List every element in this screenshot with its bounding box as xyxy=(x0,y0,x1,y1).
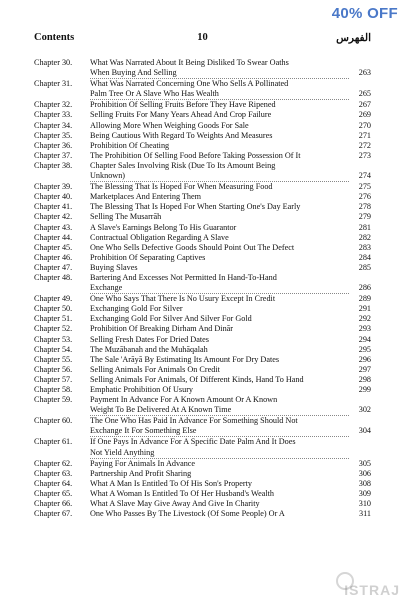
toc-entry xyxy=(34,355,371,365)
chapter-number: Chapter 43. xyxy=(34,222,73,232)
chapter-title-line: Buying Slaves xyxy=(90,262,138,272)
discount-badge: 40% OFF xyxy=(331,5,398,22)
toc-entry xyxy=(34,253,371,263)
chapter-number: Chapter 39. xyxy=(34,182,73,192)
chapter-title-line: Exchange xyxy=(90,283,349,294)
chapter-title xyxy=(90,324,371,334)
chapter-title-line: Contractual Obligation Regarding A Slave xyxy=(90,232,229,242)
chapter-number: Chapter 62. xyxy=(34,458,73,468)
toc-entry xyxy=(34,110,371,120)
chapter-title-line: Bartering And Excesses Not Permitted In Hand-To-Hand xyxy=(90,272,277,282)
chapter-number: Chapter 53. xyxy=(34,334,73,344)
chapter-title xyxy=(90,100,371,110)
toc-entry xyxy=(34,151,371,161)
chapter-title xyxy=(90,499,371,509)
chapter-number: Chapter 56. xyxy=(34,364,73,374)
chapter-number: Chapter 57. xyxy=(34,374,73,384)
page-ref: 296 xyxy=(358,354,371,364)
chapter-title-line: Palm Tree Or A Slave Who Has Wealth xyxy=(90,89,349,100)
chapter-title xyxy=(90,509,371,519)
chapter-title-line: The Blessing That Is Hoped For When Starting One's Day Early xyxy=(90,202,301,212)
chapter-title xyxy=(90,304,371,314)
chapter-title-line: What Was Narrated Concerning One Who Sells A Pollinated xyxy=(90,79,289,89)
chapter-number: Chapter 46. xyxy=(34,252,73,262)
page-ref: 279 xyxy=(358,212,371,222)
page-ref: 274 xyxy=(358,171,371,181)
chapter-title xyxy=(90,243,371,253)
page-ref: 297 xyxy=(358,364,371,374)
chapter-number: Chapter 67. xyxy=(34,509,73,519)
toc-entry xyxy=(34,294,371,304)
toc-entry xyxy=(34,385,371,395)
page-ref: 309 xyxy=(358,488,371,498)
page-ref: 292 xyxy=(358,314,371,324)
toc-entry xyxy=(34,202,371,212)
toc-entry xyxy=(34,100,371,110)
page-ref: 267 xyxy=(358,100,371,110)
chapter-title-line: One Who Sells Defective Goods Should Point Out The Defect xyxy=(90,242,295,252)
toc-entry xyxy=(34,469,371,479)
page-ref: 272 xyxy=(358,140,371,150)
chapter-title-line: What A Woman Is Entitled To Of Her Husband's Wealth xyxy=(90,488,274,498)
chapter-title-line: The Blessing That Is Hoped For When Measuring Food xyxy=(90,182,273,192)
chapter-title-line: When Buying And Selling xyxy=(90,68,349,79)
chapter-title xyxy=(90,437,371,458)
chapter-title-line: Exchange It For Something Else xyxy=(90,426,349,437)
chapter-title-line: Payment In Advance For A Known Amount Or A Known xyxy=(90,395,278,405)
toc-entry xyxy=(34,192,371,202)
chapter-number: Chapter 31. xyxy=(34,79,73,89)
chapter-title xyxy=(90,223,371,233)
page-ref: 294 xyxy=(358,334,371,344)
toc-entry xyxy=(34,416,371,437)
chapter-title-line: Selling The Musarrāh xyxy=(90,212,162,222)
chapter-title xyxy=(90,110,371,120)
chapter-title-line: What A Man Is Entitled To Of His Son's Property xyxy=(90,478,252,488)
chapter-number: Chapter 63. xyxy=(34,468,73,478)
toc-entry xyxy=(34,233,371,243)
toc-entry xyxy=(34,375,371,385)
table-of-contents xyxy=(34,58,371,519)
chapter-title xyxy=(90,459,371,469)
chapter-title-line: Marketplaces And Entering Them xyxy=(90,192,202,202)
page-ref: 270 xyxy=(358,120,371,130)
chapter-number: Chapter 65. xyxy=(34,488,73,498)
page-ref: 275 xyxy=(358,182,371,192)
chapter-title xyxy=(90,355,371,365)
chapter-title xyxy=(90,314,371,324)
chapter-number: Chapter 32. xyxy=(34,100,73,110)
toc-entry xyxy=(34,345,371,355)
chapter-number: Chapter 60. xyxy=(34,416,73,426)
page-number: 10 xyxy=(197,32,208,43)
chapter-title-line: Being Cautious With Regard To Weights And Measures xyxy=(90,130,273,140)
chapter-title xyxy=(90,416,371,437)
chapter-title-line: One Who Says That There Is No Usury Except In Credit xyxy=(90,294,276,304)
chapter-title-line: Selling Fresh Dates For Dried Dates xyxy=(90,334,209,344)
chapter-title-line: The Prohibition Of Selling Food Before Taking Possession Of It xyxy=(90,150,301,160)
page-ref: 273 xyxy=(358,150,371,160)
header-arabic-label: الفهرس xyxy=(336,33,371,44)
chapter-number: Chapter 42. xyxy=(34,212,73,222)
chapter-title xyxy=(90,345,371,355)
toc-entry xyxy=(34,489,371,499)
chapter-number: Chapter 64. xyxy=(34,478,73,488)
page-ref: 306 xyxy=(358,468,371,478)
toc-entry xyxy=(34,223,371,233)
chapter-title xyxy=(90,182,371,192)
toc-entry xyxy=(34,263,371,273)
toc-entry xyxy=(34,212,371,222)
chapter-title xyxy=(90,161,371,182)
page-ref: 302 xyxy=(358,405,371,415)
page-header xyxy=(34,32,371,46)
toc-entry xyxy=(34,335,371,345)
toc-entry xyxy=(34,243,371,253)
chapter-title xyxy=(90,151,371,161)
chapter-title-line: One Who Passes By The Livestock (Of Some People) Or A xyxy=(90,509,285,519)
chapter-title-line: Paying For Animals In Advance xyxy=(90,458,196,468)
chapter-title-line: What Was Narrated About It Being Disliked To Swear Oaths xyxy=(90,58,289,67)
chapter-title xyxy=(90,192,371,202)
chapter-title xyxy=(90,385,371,395)
chapter-title xyxy=(90,233,371,243)
chapter-title-line: Prohibition Of Cheating xyxy=(90,140,170,150)
chapter-number: Chapter 38. xyxy=(34,160,73,170)
toc-entry xyxy=(34,161,371,182)
page-ref: 311 xyxy=(359,509,371,519)
chapter-title-line: The One Who Has Paid In Advance For Something Should Not xyxy=(90,416,298,426)
chapter-title-line: Selling Fruits For Many Years Ahead And Crop Failure xyxy=(90,110,272,120)
chapter-number: Chapter 54. xyxy=(34,344,73,354)
page-ref: 285 xyxy=(358,262,371,272)
chapter-number: Chapter 33. xyxy=(34,110,73,120)
chapter-number: Chapter 61. xyxy=(34,437,73,447)
chapter-title-line: What A Slave May Give Away And Give In Charity xyxy=(90,499,260,509)
chapter-title xyxy=(90,58,371,79)
chapter-title-line: Not Yield Anything xyxy=(90,448,349,459)
chapter-title-line: Emphatic Prohibition Of Usury xyxy=(90,385,194,394)
page-ref: 271 xyxy=(358,130,371,140)
toc-entry xyxy=(34,459,371,469)
chapter-number: Chapter 47. xyxy=(34,262,73,272)
chapter-title-line: Chapter Sales Involving Risk (Due To Its Amount Being xyxy=(90,160,276,170)
toc-entry xyxy=(34,395,371,416)
chapter-number: Chapter 45. xyxy=(34,242,73,252)
chapter-title-line: Partnership And Profit Sharing xyxy=(90,468,192,478)
page-ref: 278 xyxy=(358,202,371,212)
toc-entry xyxy=(34,365,371,375)
chapter-title xyxy=(90,489,371,499)
header-contents-label: Contents xyxy=(34,32,75,43)
chapter-title xyxy=(90,79,371,100)
chapter-number: Chapter 35. xyxy=(34,130,73,140)
chapter-title xyxy=(90,294,371,304)
page-ref: 304 xyxy=(358,426,371,436)
chapter-number: Chapter 50. xyxy=(34,304,73,314)
chapter-number: Chapter 36. xyxy=(34,140,73,150)
toc-entry xyxy=(34,79,371,100)
chapter-title-line: The Muzābanah and the Muhāqalah xyxy=(90,344,208,354)
toc-entry xyxy=(34,273,371,294)
toc-entry xyxy=(34,304,371,314)
chapter-title xyxy=(90,469,371,479)
chapter-title xyxy=(90,202,371,212)
chapter-number: Chapter 48. xyxy=(34,272,73,282)
page-ref: 282 xyxy=(358,232,371,242)
chapter-number: Chapter 37. xyxy=(34,150,73,160)
toc-entry xyxy=(34,141,371,151)
page-ref: 295 xyxy=(358,344,371,354)
toc-entry xyxy=(34,314,371,324)
page-ref: 310 xyxy=(358,499,371,509)
chapter-title xyxy=(90,365,371,375)
chapter-number: Chapter 59. xyxy=(34,395,73,405)
chapter-title-line: Prohibition Of Separating Captives xyxy=(90,252,206,262)
chapter-title-line: Unknown) xyxy=(90,171,349,182)
chapter-title-line: A Slave's Earnings Belong To His Guarantor xyxy=(90,222,237,232)
page-ref: 298 xyxy=(358,374,371,384)
chapter-title xyxy=(90,479,371,489)
page-ref: 299 xyxy=(358,385,371,394)
chapter-title xyxy=(90,212,371,222)
chapter-title-line: The Sale 'Arāyā By Estimating Its Amount For Dry Dates xyxy=(90,354,280,364)
chapter-number: Chapter 58. xyxy=(34,385,73,394)
chapter-number: Chapter 41. xyxy=(34,202,73,212)
page-ref: 263 xyxy=(358,68,371,78)
page-ref: 284 xyxy=(358,252,371,262)
toc-entry xyxy=(34,509,371,519)
toc-entry xyxy=(34,479,371,489)
chapter-title-line: Prohibition Of Selling Fruits Before They Have Ripened xyxy=(90,100,276,110)
page-ref: 289 xyxy=(358,294,371,304)
chapter-title xyxy=(90,131,371,141)
page-ref: 269 xyxy=(358,110,371,120)
chapter-number: Chapter 34. xyxy=(34,120,73,130)
page-ref: 305 xyxy=(358,458,371,468)
chapter-title xyxy=(90,263,371,273)
chapter-title xyxy=(90,375,371,385)
chapter-title xyxy=(90,141,371,151)
toc-entry xyxy=(34,58,371,79)
chapter-number: Chapter 51. xyxy=(34,314,73,324)
watermark-text: ISTRAJ xyxy=(344,582,400,598)
chapter-title-line: Allowing More When Weighing Goods For Sale xyxy=(90,120,249,130)
toc-entry xyxy=(34,121,371,131)
page-ref: 276 xyxy=(358,192,371,202)
chapter-title-line: If One Pays In Advance For A Specific Date Palm And It Does xyxy=(90,437,296,447)
page-ref: 291 xyxy=(358,304,371,314)
chapter-title-line: Prohibition Of Breaking Dirham And Dinār xyxy=(90,324,234,334)
chapter-number: Chapter 30. xyxy=(34,58,73,67)
page-ref: 281 xyxy=(358,222,371,232)
chapter-number: Chapter 52. xyxy=(34,324,73,334)
toc-entry xyxy=(34,324,371,334)
chapter-title xyxy=(90,395,371,416)
page-ref: 308 xyxy=(358,478,371,488)
chapter-title-line: Exchanging Gold For Silver And Silver For Gold xyxy=(90,314,252,324)
chapter-number: Chapter 49. xyxy=(34,294,73,304)
toc-entry xyxy=(34,182,371,192)
page-ref: 286 xyxy=(358,283,371,293)
chapter-title-line: Selling Animals For Animals On Credit xyxy=(90,364,220,374)
chapter-number: Chapter 55. xyxy=(34,354,73,364)
chapter-title-line: Selling Animals For Animals, Of Different Kinds, Hand To Hand xyxy=(90,374,304,384)
chapter-title-line: Weight To Be Delivered At A Known Time xyxy=(90,405,349,416)
chapter-number: Chapter 40. xyxy=(34,192,73,202)
chapter-title xyxy=(90,121,371,131)
chapter-number: Chapter 44. xyxy=(34,232,73,242)
chapter-number: Chapter 66. xyxy=(34,499,73,509)
toc-entry xyxy=(34,131,371,141)
chapter-title-line: Exchanging Gold For Silver xyxy=(90,304,183,314)
toc-entry xyxy=(34,499,371,509)
chapter-title xyxy=(90,273,371,294)
page-ref: 283 xyxy=(358,242,371,252)
page-ref: 293 xyxy=(358,324,371,334)
chapter-title xyxy=(90,335,371,345)
chapter-title xyxy=(90,253,371,263)
page-ref: 265 xyxy=(358,89,371,99)
toc-entry xyxy=(34,437,371,458)
